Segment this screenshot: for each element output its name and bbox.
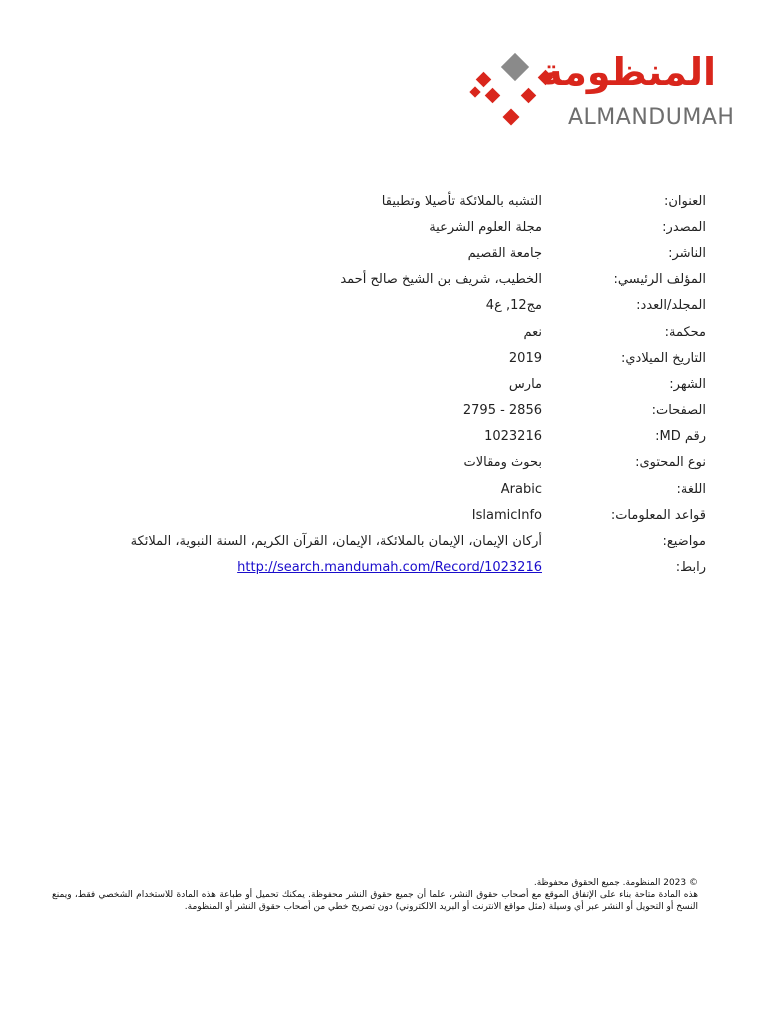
field-value: 2019 <box>508 350 542 366</box>
copyright-line: © 2023 المنظومة. جميع الحقوق محفوظة. <box>533 878 698 888</box>
field-label: الناشر: <box>668 245 706 261</box>
copyright-footer <box>52 877 698 913</box>
field-month <box>90 371 706 397</box>
field-volume-issue <box>90 293 706 319</box>
field-label: اللغة: <box>676 481 706 497</box>
field-title <box>90 188 706 214</box>
field-publisher <box>90 240 706 266</box>
logo-diamond-red-6 <box>503 109 520 126</box>
field-label: المؤلف الرئيسي: <box>613 272 706 288</box>
logo-diamond-red-5 <box>469 86 480 97</box>
logo-arabic-name: المنظومة <box>540 50 716 94</box>
field-label: التاريخ الميلادي: <box>621 350 706 366</box>
field-peer-reviewed <box>90 319 706 345</box>
field-label: مواضيع: <box>662 534 706 550</box>
field-year <box>90 345 706 371</box>
field-label: قواعد المعلومات: <box>610 507 706 523</box>
field-source <box>90 214 706 240</box>
field-label: الصفحات: <box>651 403 706 419</box>
field-md-number <box>90 424 706 450</box>
field-language <box>90 476 706 502</box>
field-value: جامعة القصيم <box>467 245 542 261</box>
field-subjects <box>90 528 706 554</box>
logo-diamond-gray <box>501 53 529 81</box>
logo-diamond-red-1 <box>476 72 492 88</box>
field-main-author <box>90 267 706 293</box>
field-label: الشهر: <box>669 376 706 392</box>
field-label: محكمة: <box>664 324 706 340</box>
field-value <box>90 560 542 575</box>
field-label: نوع المحتوى: <box>635 455 706 471</box>
field-value: مج12, ع4 <box>485 298 542 314</box>
field-label: العنوان: <box>663 193 706 209</box>
field-value: بحوث ومقالات <box>463 455 542 471</box>
field-value: أركان الإيمان، الإيمان بالملائكة، الإيمان، القرآن الكريم، السنة النبوية، الملائكة <box>130 534 542 550</box>
record-details <box>90 188 706 581</box>
logo-diamond-red-4 <box>521 88 537 104</box>
field-label: المصدر: <box>662 219 706 235</box>
field-label: المجلد/العدد: <box>636 298 706 314</box>
field-value: الخطيب، شريف بن الشيخ صالح أحمد <box>340 272 542 288</box>
field-label: رقم MD: <box>655 429 706 445</box>
field-value: 1023216 <box>484 429 542 445</box>
field-value: مارس <box>508 376 542 392</box>
field-value: نعم <box>523 324 542 340</box>
record-link[interactable]: http://search.mandumah.com/Record/1023216 <box>237 560 542 576</box>
field-value: IslamicInfo <box>471 507 542 523</box>
field-databases <box>90 502 706 528</box>
field-link <box>90 555 706 581</box>
field-value: مجلة العلوم الشرعية <box>429 219 542 235</box>
field-value: التشبه بالملائكة تأصيلا وتطبيقا <box>381 193 542 209</box>
field-pages <box>90 398 706 424</box>
logo-latin-name: ALMANDUMAH <box>568 105 735 130</box>
copyright-notice: هذه المادة متاحة بناء على الإتفاق الموقع مع أصحاب حقوق النشر، علما أن جميع حقوق النشر محفوظة. يمكنك تحميل أو طباعة هذه المادة للاستخدام الشخصي فقط، ويمنع النسخ أو التحويل أو النشر عبر أي وسيلة (مثل مواقع الانترنت أو البريد الالكتروني) دون تصريح خطي من أصحاب حقوق النشر أو المنظومة. <box>52 890 698 912</box>
field-content-type <box>90 450 706 476</box>
field-value: Arabic <box>500 481 542 497</box>
almandumah-logo <box>466 50 735 136</box>
field-label: رابط: <box>675 560 706 576</box>
logo-diamond-red-3 <box>485 88 501 104</box>
field-value: 2795 - 2856 <box>462 403 542 419</box>
